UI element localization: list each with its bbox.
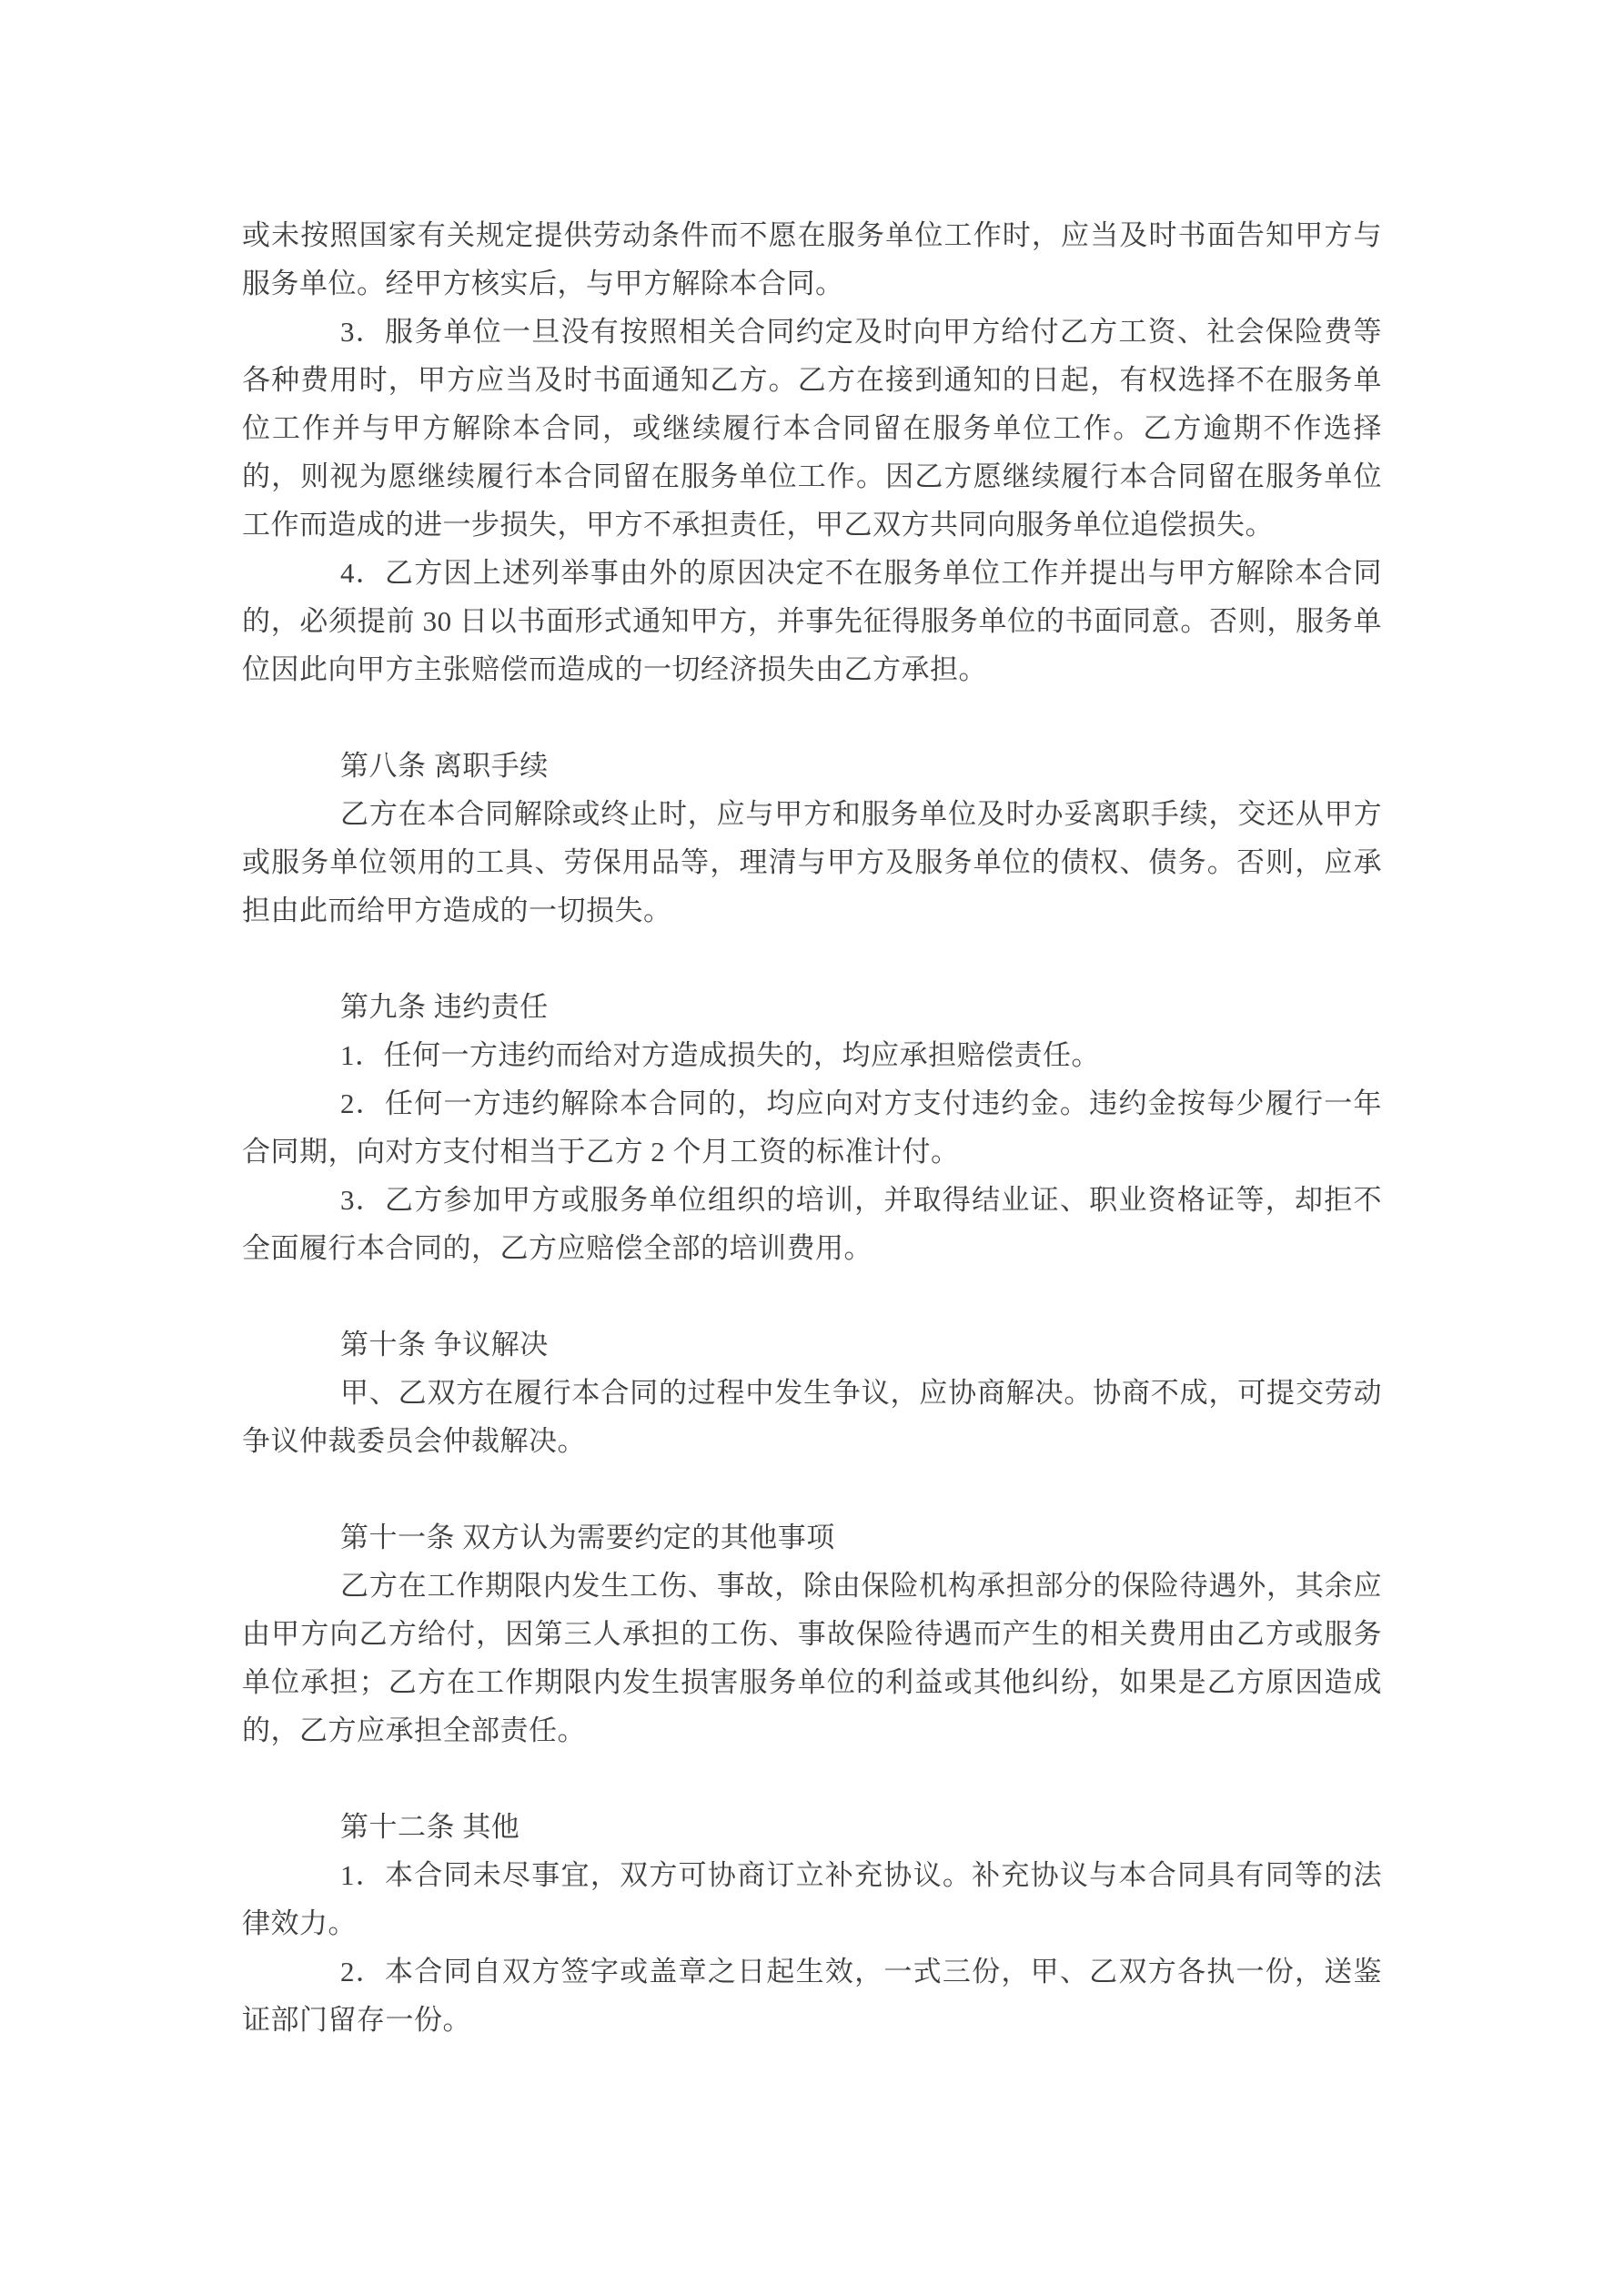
paragraph: 1．任何一方违约而给对方造成损失的，均应承担赔偿责任。 — [340, 1039, 1100, 1071]
section-heading: 第八条 离职手续 — [340, 750, 549, 782]
paragraph: 3．乙方参加甲方或服务单位组织的培训，并取得结业证、职业资格证等，却拒不全面履行本合同的，乙方应赔偿全部的培训费用。 — [242, 1184, 1382, 1264]
blank-line — [242, 1755, 1382, 1803]
blank-line — [242, 935, 1382, 983]
paragraph: 4．乙方因上述列举事由外的原因决定不在服务单位工作并提出与甲方解除本合同的，必须提前 30 日以书面形式通知甲方，并事先征得服务单位的书面同意。否则，服务单位因此向甲方主张赔偿而造成的一切经济损失由乙方承担。 — [242, 557, 1382, 685]
paragraph: 或未按照国家有关规定提供劳动条件而不愿在服务单位工作时，应当及时书面告知甲方与服务单位。经甲方核实后，与甲方解除本合同。 — [242, 219, 1382, 299]
section-heading: 第十条 争议解决 — [340, 1329, 549, 1360]
paragraph: 乙方在本合同解除或终止时，应与甲方和服务单位及时办妥离职手续，交还从甲方或服务单位领用的工具、劳保用品等，理清与甲方及服务单位的债权、债务。否则，应承担由此而给甲方造成的一切损失。 — [242, 798, 1382, 926]
paragraph: 1．本合同未尽事宜，双方可协商订立补充协议。补充协议与本合同具有同等的法律效力。 — [242, 1859, 1382, 1939]
blank-line — [242, 693, 1382, 742]
section-heading: 第十一条 双方认为需要约定的其他事项 — [340, 1522, 835, 1553]
section-heading: 第九条 违约责任 — [340, 991, 549, 1023]
paragraph: 乙方在工作期限内发生工伤、事故，除由保险机构承担部分的保险待遇外，其余应由甲方向乙方给付，因第三人承担的工伤、事故保险待遇而产生的相关费用由乙方或服务单位承担；乙方在工作期限内发生损害服务单位的利益或其他纠纷，如果是乙方原因造成的，乙方应承担全部责任。 — [242, 1570, 1382, 1746]
paragraph: 甲、乙双方在履行本合同的过程中发生争议，应协商解决。协商不成，可提交劳动争议仲裁委员会仲裁解决。 — [242, 1377, 1382, 1457]
paragraph: 2．任何一方违约解除本合同的，均应向对方支付违约金。违约金按每少履行一年合同期，向对方支付相当于乙方 2 个月工资的标准计付。 — [242, 1087, 1382, 1168]
paragraph: 3．服务单位一旦没有按照相关合同约定及时向甲方给付乙方工资、社会保险费等各种费用时，甲方应当及时书面通知乙方。乙方在接到通知的日起，有权选择不在服务单位工作并与甲方解除本合同，或继续履行本合同留在服务单位工作。乙方逾期不作选择的，则视为愿继续履行本合同留在服务单位工作。因乙方愿继续履行本合同留在服务单位工作而造成的进一步损失，甲方不承担责任，甲乙双方共同向服务单位追偿损失。 — [242, 316, 1382, 541]
blank-line — [242, 1272, 1382, 1320]
blank-line — [242, 1465, 1382, 1513]
section-heading: 第十二条 其他 — [340, 1811, 520, 1843]
paragraph: 2．本合同自双方签字或盖章之日起生效，一式三份，甲、乙双方各执一份，送鉴证部门留存一份。 — [242, 1956, 1382, 2036]
